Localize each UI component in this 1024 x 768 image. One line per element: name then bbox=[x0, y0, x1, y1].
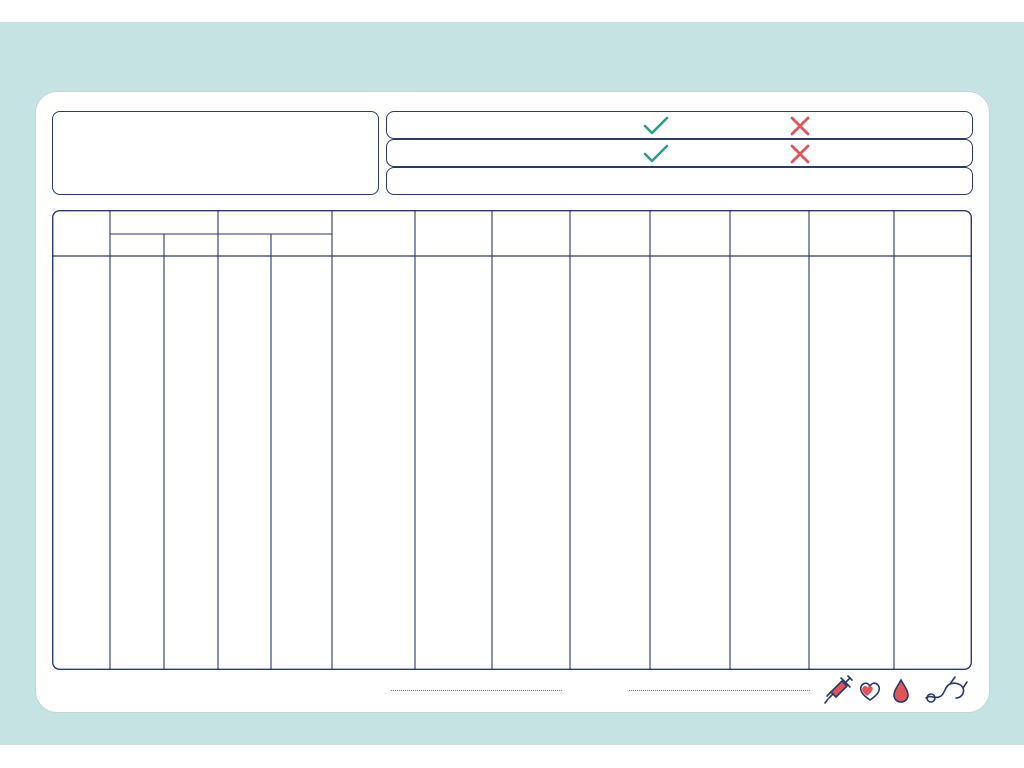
child-name-box[interactable] bbox=[52, 111, 379, 195]
cross-icon[interactable] bbox=[789, 116, 811, 136]
chronic-issues-row bbox=[386, 111, 973, 139]
medical-icons bbox=[823, 672, 971, 708]
cross-icon[interactable] bbox=[789, 144, 811, 164]
hearts-icon bbox=[857, 679, 883, 703]
drop-icon bbox=[891, 678, 911, 704]
phone1-field[interactable] bbox=[391, 690, 562, 691]
check-icon[interactable] bbox=[643, 116, 669, 136]
health-log-table bbox=[52, 210, 972, 670]
chronic-description-row[interactable] bbox=[386, 167, 973, 195]
phone2-field[interactable] bbox=[629, 690, 810, 691]
check-icon[interactable] bbox=[643, 144, 669, 164]
stethoscope-icon bbox=[923, 674, 969, 706]
doctor-confirmation-row bbox=[386, 139, 973, 167]
syringe-icon bbox=[823, 674, 853, 706]
